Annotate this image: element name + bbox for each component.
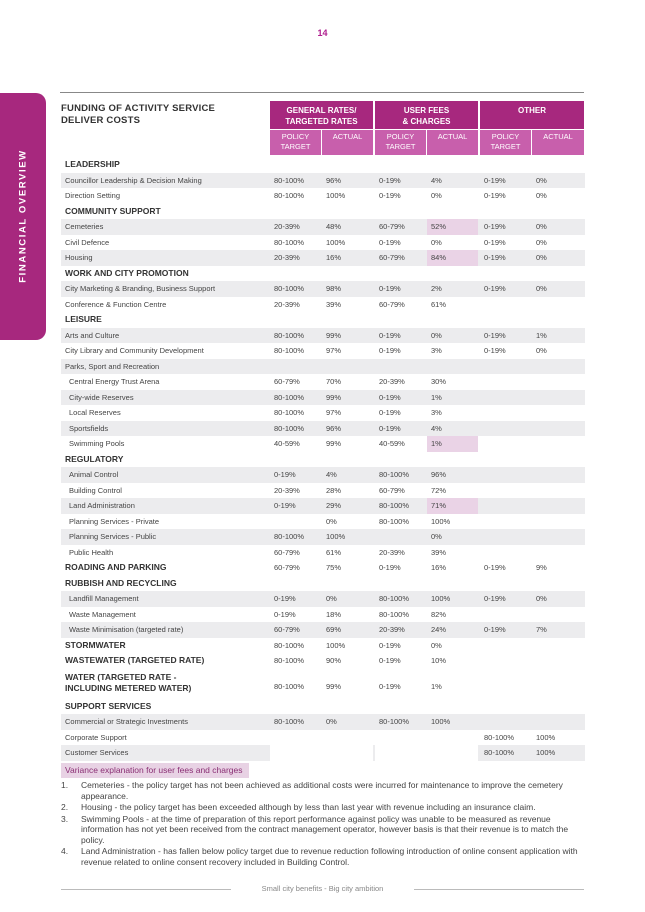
value-cell: 60-79% — [379, 485, 405, 495]
value-cell: 80-100% — [274, 191, 305, 200]
table-row — [61, 545, 585, 561]
note-item — [61, 780, 587, 801]
table-row — [61, 467, 585, 483]
value-cell: 2% — [431, 284, 442, 293]
value-cell: 97% — [326, 346, 342, 355]
value-cell: 71% — [431, 501, 447, 510]
value-cell: 80-100% — [379, 470, 410, 479]
section-heading — [61, 266, 585, 282]
value-cell: 60-79% — [274, 547, 300, 557]
row-label: Direction Setting — [65, 191, 121, 200]
note-text: Land Administration - has fallen below policy target due to revenue reduction following introduction of online consent application with revenue related to online consent recovery included in Building Control. — [81, 846, 578, 867]
group-header-line1: GENERAL RATES/ — [286, 106, 357, 115]
value-cell: 0% — [326, 594, 337, 603]
subheader-line1: POLICY — [281, 132, 310, 141]
table-row — [61, 421, 585, 437]
value-cell: 96% — [431, 470, 447, 479]
section-heading-row — [61, 653, 585, 669]
value-cell: 1% — [536, 330, 547, 340]
note-number: 1. — [61, 780, 69, 790]
note-number: 4. — [61, 846, 69, 856]
value-cell: 96% — [326, 423, 342, 433]
value-cell: 80-100% — [379, 609, 410, 619]
value-cell: 0-19% — [484, 284, 506, 293]
note-text: Housing - the policy target has been exceeded although by less than last year with revenue including an insurance claim. — [81, 802, 536, 812]
section-heading-row — [61, 638, 585, 654]
value-cell: 99% — [326, 330, 342, 340]
table-row — [61, 607, 585, 623]
subheader-actual — [427, 130, 478, 155]
footer-tagline: Small city benefits - Big city ambition — [261, 884, 384, 893]
value-cell: 0-19% — [274, 609, 296, 619]
note-item — [61, 846, 587, 867]
value-cell: 80-100% — [274, 656, 305, 665]
table-row — [61, 250, 585, 266]
value-cell: 0% — [536, 284, 547, 293]
value-cell: 0% — [536, 191, 547, 200]
row-label: Building Control — [69, 485, 122, 495]
section-heading — [61, 157, 585, 173]
value-cell: 100% — [536, 748, 556, 757]
value-cell: 0-19% — [379, 640, 401, 650]
value-cell: 0-19% — [484, 625, 506, 634]
value-cell: 80-100% — [274, 237, 305, 247]
row-label: Public Health — [69, 547, 114, 557]
table-row — [61, 235, 585, 251]
table-row — [61, 730, 585, 746]
section-heading — [61, 312, 585, 328]
value-cell: 0% — [536, 346, 547, 355]
group-header-general-rates — [270, 101, 373, 129]
row-label: Councillor Leadership & Decision Making — [65, 175, 202, 185]
value-cell: 80-100% — [274, 284, 305, 293]
value-cell: 16% — [431, 563, 447, 572]
value-cell: 98% — [326, 284, 342, 293]
value-cell: 0-19% — [484, 330, 506, 340]
value-cell: 9% — [536, 563, 547, 572]
table-row — [61, 188, 585, 204]
group-header-line2: & CHARGES — [402, 117, 451, 126]
value-cell: 100% — [326, 532, 346, 541]
value-cell: 80-100% — [379, 516, 410, 526]
note-number: 2. — [61, 802, 69, 812]
value-cell: 99% — [326, 392, 342, 402]
section-heading-row — [61, 669, 585, 699]
section-title-line2: INCLUDING METERED WATER) — [65, 682, 192, 693]
value-cell: 3% — [431, 408, 442, 417]
value-cell: 0% — [431, 640, 442, 650]
row-label: Landfill Management — [69, 594, 139, 603]
value-cell: 99% — [326, 439, 342, 448]
value-cell: 60-79% — [274, 377, 300, 386]
section-title: WASTEWATER (TARGETED RATE) — [65, 655, 205, 665]
section-title: SUPPORT SERVICES — [65, 700, 152, 711]
value-cell: 20-39% — [379, 377, 405, 386]
value-cell: 28% — [326, 485, 342, 495]
value-cell: 39% — [326, 299, 342, 309]
subheader-line1: POLICY — [491, 132, 520, 141]
value-cell: 0-19% — [484, 346, 506, 355]
section-heading — [61, 204, 585, 220]
table-row — [61, 591, 585, 607]
subheader-policy-target — [375, 130, 426, 155]
value-cell: 0-19% — [274, 594, 296, 603]
value-cell: 0-19% — [484, 563, 506, 572]
row-label: Cemeteries — [65, 222, 104, 231]
value-cell: 20-39% — [274, 253, 300, 262]
value-cell: 0-19% — [484, 222, 506, 231]
table-row — [61, 622, 585, 638]
row-label: Civil Defence — [65, 237, 110, 247]
value-cell: 0-19% — [274, 470, 296, 479]
table-row — [61, 281, 585, 297]
section-title: STORMWATER — [65, 639, 126, 650]
value-cell: 80-100% — [274, 640, 305, 650]
value-cell: 20-39% — [379, 625, 405, 634]
value-cell: 100% — [431, 717, 451, 726]
value-cell: 80-100% — [274, 717, 305, 726]
section-heading-row — [61, 560, 585, 576]
value-cell: 61% — [326, 547, 342, 557]
section-title: ROADING AND PARKING — [65, 562, 167, 572]
row-label: Arts and Culture — [65, 330, 120, 340]
value-cell: 80-100% — [379, 717, 410, 726]
table-row — [61, 498, 585, 514]
value-cell: 18% — [326, 609, 342, 619]
row-label: City Marketing & Branding, Business Support — [65, 284, 216, 293]
value-cell: 0-19% — [379, 175, 401, 185]
value-cell: 96% — [326, 175, 342, 185]
value-cell: 0% — [431, 237, 442, 247]
value-cell: 100% — [431, 516, 451, 526]
value-cell: 4% — [431, 175, 442, 185]
table-row — [61, 219, 585, 235]
section-title: LEISURE — [65, 314, 102, 324]
row-label: City-wide Reserves — [69, 392, 134, 402]
group-header-user-fees — [375, 101, 478, 129]
row-label: Local Reserves — [69, 408, 121, 417]
value-cell: 0-19% — [484, 237, 506, 247]
row-label: Customer Services — [65, 748, 129, 757]
section-heading — [61, 576, 585, 592]
value-cell: 82% — [431, 609, 447, 619]
table-row — [61, 374, 585, 390]
value-cell: 80-100% — [379, 594, 410, 603]
value-cell: 0% — [536, 237, 547, 247]
value-cell: 69% — [326, 625, 342, 634]
value-cell: 7% — [536, 625, 547, 634]
empty-cell-block — [270, 745, 373, 761]
variance-label: Variance explanation for user fees and charges — [61, 763, 249, 778]
value-cell: 80-100% — [274, 330, 305, 340]
subheader-line2: TARGET — [385, 142, 416, 151]
variance-notes — [61, 780, 587, 868]
group-header-other — [480, 101, 584, 129]
note-text: Cemeteries - the policy target has not been achieved as additional costs were incurred for maintenance to improve the cemetery appearance. — [81, 780, 563, 801]
group-header-line1: USER FEES — [403, 106, 450, 115]
value-cell: 80-100% — [274, 532, 305, 541]
section-title: LEADERSHIP — [65, 159, 120, 169]
value-cell: 100% — [326, 640, 346, 650]
subheader-line1: ACTUAL — [332, 132, 363, 141]
value-cell: 0% — [536, 253, 547, 262]
value-cell: 20-39% — [274, 299, 300, 309]
table-row — [61, 405, 585, 421]
value-cell: 0-19% — [379, 563, 401, 572]
table-row — [61, 529, 585, 545]
value-cell: 80-100% — [274, 392, 305, 402]
value-cell: 80-100% — [484, 732, 515, 742]
note-item — [61, 814, 587, 846]
section-title: RUBBISH AND RECYCLING — [65, 577, 177, 588]
value-cell: 100% — [326, 191, 346, 200]
section-title-line1: WATER (TARGETED RATE - — [65, 671, 177, 682]
value-cell: 97% — [326, 408, 342, 417]
side-tab-label: FINANCIAL OVERVIEW — [17, 149, 29, 283]
value-cell: 20-39% — [379, 547, 405, 557]
table-row — [61, 359, 585, 375]
row-label: Land Administration — [69, 501, 135, 510]
row-label: Swimming Pools — [69, 439, 125, 448]
table-row — [61, 514, 585, 530]
subheader-line1: POLICY — [386, 132, 415, 141]
value-cell: 0-19% — [484, 253, 506, 262]
row-label: Corporate Support — [65, 732, 127, 742]
group-header-line2: TARGETED RATES — [285, 117, 358, 126]
row-label: Central Energy Trust Arena — [69, 377, 160, 386]
row-label: Waste Minimisation (targeted rate) — [69, 625, 184, 634]
section-title — [65, 669, 191, 699]
value-cell: 0-19% — [379, 656, 401, 665]
value-cell: 0% — [536, 222, 547, 231]
page-number: 14 — [317, 28, 328, 38]
value-cell: 0% — [536, 175, 547, 185]
value-cell: 48% — [326, 222, 342, 231]
value-cell: 80-100% — [484, 748, 515, 757]
value-cell: 20-39% — [274, 485, 300, 495]
row-label: Sportsfields — [69, 423, 109, 433]
value-cell: 80-100% — [274, 175, 305, 185]
section-title: COMMUNITY SUPPORT — [65, 205, 161, 216]
table-row — [61, 745, 585, 761]
row-label: Animal Control — [69, 470, 119, 479]
value-cell: 10% — [431, 656, 447, 665]
value-cell: 1% — [431, 681, 442, 691]
row-label: Planning Services - Private — [69, 516, 160, 526]
subheader-line2: TARGET — [490, 142, 521, 151]
row-label: Planning Services - Public — [69, 532, 157, 541]
value-cell: 0-19% — [379, 681, 401, 691]
value-cell: 40-59% — [274, 439, 300, 448]
row-label: City Library and Community Development — [65, 346, 204, 355]
value-cell: 0% — [431, 532, 442, 541]
subheader-actual — [322, 130, 373, 155]
value-cell: 0-19% — [484, 175, 506, 185]
table-row — [61, 328, 585, 344]
value-cell: 72% — [431, 485, 447, 495]
value-cell: 0% — [431, 330, 442, 340]
value-cell: 70% — [326, 377, 342, 386]
table-row — [61, 714, 585, 730]
value-cell: 0% — [326, 516, 337, 526]
value-cell: 4% — [326, 470, 337, 479]
row-label: Commercial or Strategic Investments — [65, 717, 188, 726]
value-cell: 0% — [431, 191, 442, 200]
section-title: WORK AND CITY PROMOTION — [65, 267, 189, 278]
value-cell: 80-100% — [274, 423, 305, 433]
table-row — [61, 173, 585, 189]
value-cell: 40-59% — [379, 439, 405, 448]
value-cell: 0-19% — [484, 594, 506, 603]
value-cell: 75% — [326, 563, 342, 572]
value-cell: 16% — [326, 253, 342, 262]
value-cell: 39% — [431, 547, 447, 557]
value-cell: 29% — [326, 501, 342, 510]
value-cell: 0-19% — [379, 237, 401, 247]
value-cell: 60-79% — [274, 563, 300, 572]
row-label: Parks, Sport and Recreation — [65, 361, 160, 371]
value-cell: 0-19% — [484, 191, 506, 200]
table-row — [61, 297, 585, 313]
value-cell: 0-19% — [274, 501, 296, 510]
note-text: Swimming Pools - at the time of preparation of this report performance against policy was unable to be measured as revenue information has not yet been received from the contract management operator, however basis is that their revenue is to match the policy. — [81, 813, 569, 845]
subheader-line1: ACTUAL — [543, 132, 573, 141]
row-label: Conference & Function Centre — [65, 299, 167, 309]
value-cell: 0-19% — [379, 392, 401, 402]
value-cell: 80-100% — [379, 501, 410, 510]
value-cell: 80-100% — [274, 346, 305, 355]
value-cell: 0-19% — [379, 346, 401, 355]
value-cell: 60-79% — [379, 222, 405, 231]
value-cell: 84% — [431, 253, 447, 262]
row-label: Waste Management — [69, 609, 136, 619]
section-heading — [61, 452, 585, 468]
table-row — [61, 483, 585, 499]
subheader-policy-target — [480, 130, 531, 155]
value-cell: 1% — [431, 439, 442, 448]
value-cell: 0-19% — [379, 408, 401, 417]
note-item — [61, 802, 587, 813]
note-number: 3. — [61, 813, 69, 824]
table-row — [61, 436, 585, 452]
value-cell: 100% — [326, 237, 346, 247]
top-rule — [60, 92, 584, 93]
value-cell: 52% — [431, 222, 447, 231]
value-cell: 60-79% — [379, 253, 405, 262]
value-cell: 20-39% — [274, 222, 300, 231]
value-cell: 24% — [431, 625, 447, 634]
value-cell: 0-19% — [379, 423, 401, 433]
value-cell: 1% — [431, 392, 442, 402]
value-cell: 30% — [431, 377, 447, 386]
subheader-line2: TARGET — [280, 142, 311, 151]
section-heading — [61, 699, 585, 715]
subheader-actual — [532, 130, 584, 155]
value-cell: 3% — [431, 346, 442, 355]
group-header-line1: OTHER — [518, 106, 546, 115]
value-cell: 90% — [326, 656, 342, 665]
value-cell: 99% — [326, 681, 342, 691]
empty-cell-block — [270, 730, 373, 746]
value-cell: 0% — [326, 717, 337, 726]
table-row — [61, 390, 585, 406]
funding-title — [61, 103, 261, 127]
subheader-line1: ACTUAL — [437, 132, 468, 141]
subheader-policy-target — [270, 130, 321, 155]
value-cell: 0% — [536, 594, 547, 603]
value-cell: 60-79% — [274, 625, 300, 634]
empty-cell-block — [375, 745, 478, 761]
value-cell: 80-100% — [274, 408, 305, 417]
row-label: Housing — [65, 253, 93, 262]
empty-cell-block — [375, 730, 478, 746]
value-cell: 0-19% — [379, 330, 401, 340]
value-cell: 60-79% — [379, 299, 405, 309]
value-cell: 0-19% — [379, 284, 401, 293]
value-cell: 4% — [431, 423, 442, 433]
table-row — [61, 343, 585, 359]
value-cell: 100% — [431, 594, 451, 603]
value-cell: 80-100% — [274, 681, 305, 691]
funding-title-line1: FUNDING OF ACTIVITY SERVICE — [61, 103, 216, 114]
funding-table — [61, 157, 585, 761]
value-cell: 61% — [431, 299, 447, 309]
value-cell: 100% — [536, 732, 556, 742]
funding-title-line2: DELIVER COSTS — [61, 115, 141, 126]
value-cell: 0-19% — [379, 191, 401, 200]
section-title: REGULATORY — [65, 453, 124, 464]
